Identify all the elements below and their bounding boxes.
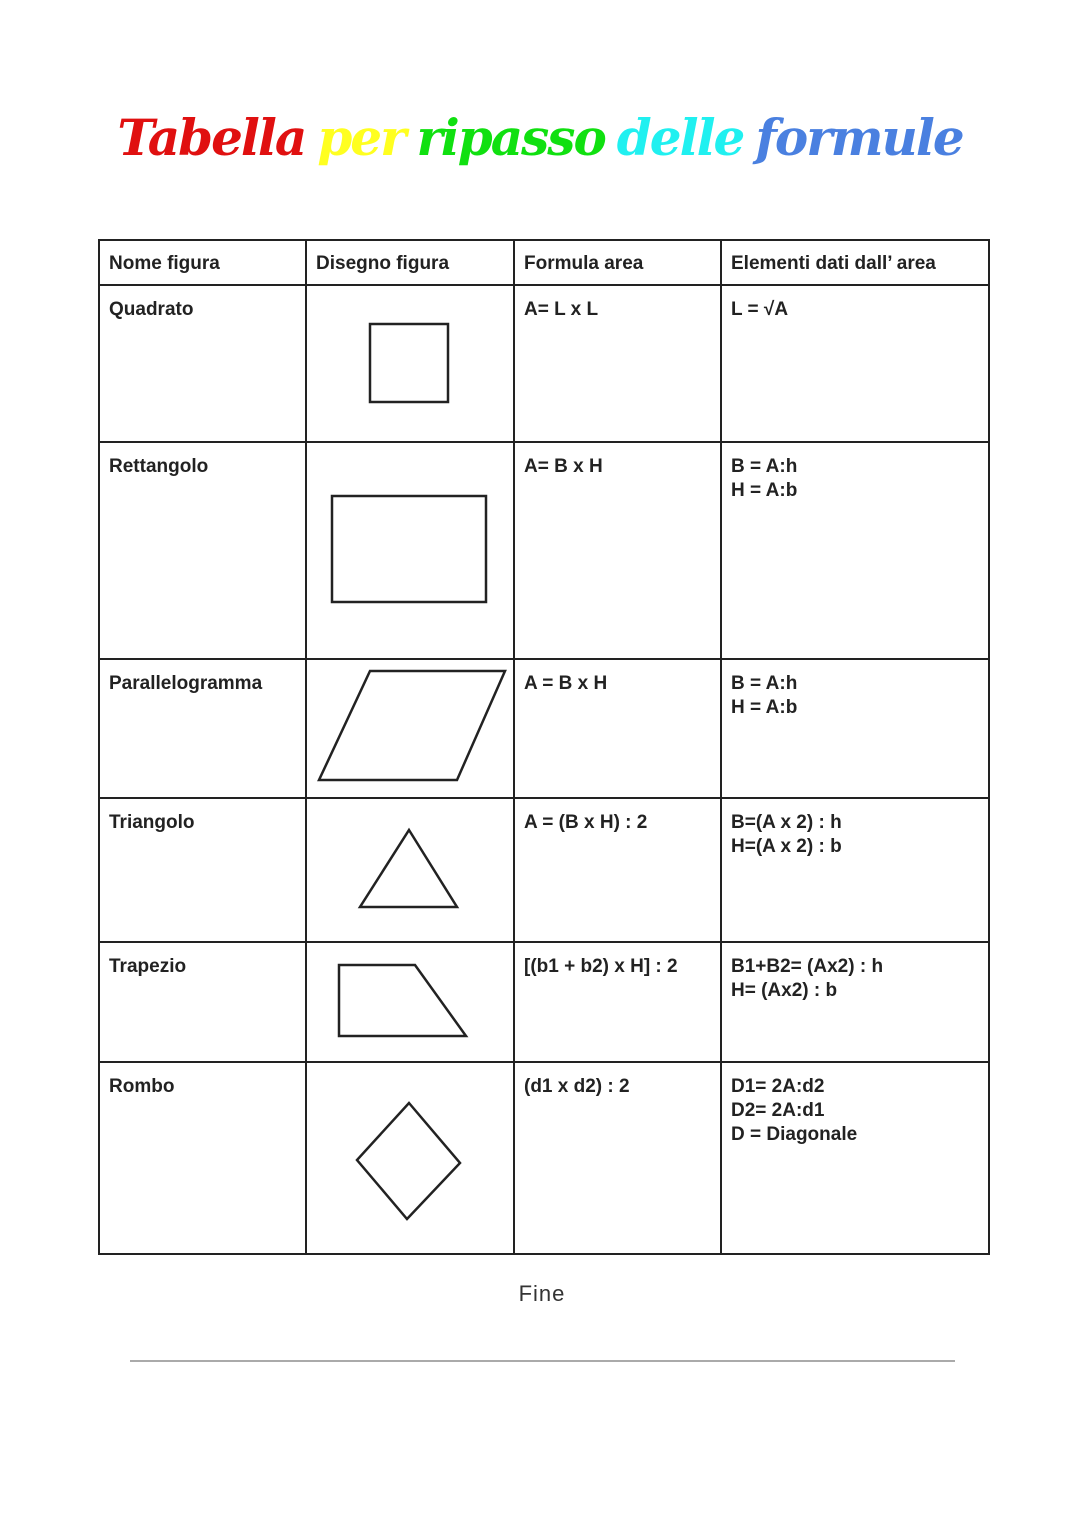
area-formula: [(b1 + b2) x H] : 2 <box>514 942 721 1062</box>
element-line: H = A:b <box>731 697 798 718</box>
area-formula: A = B x H <box>514 659 721 798</box>
element-line: D2= 2A:d1 <box>731 1100 825 1121</box>
header-cell: Disegno figura <box>306 240 514 285</box>
figure-drawing <box>306 1062 514 1254</box>
element-line: B = A:h <box>731 456 798 477</box>
table-row <box>99 659 989 798</box>
figure-name: Parallelogramma <box>99 659 306 798</box>
footer-text: Fine <box>518 1281 566 1306</box>
header-cell: Nome figura <box>99 240 306 285</box>
table-row <box>99 942 989 1062</box>
element-line: B1+B2= (Ax2) : h <box>731 956 884 977</box>
figure-name: Rettangolo <box>99 442 306 659</box>
figure-name: Triangolo <box>99 798 306 942</box>
figure-drawing <box>306 442 514 659</box>
area-formula: A= B x H <box>514 442 721 659</box>
derived-elements <box>721 798 989 942</box>
area-formula: A= L x L <box>514 285 721 442</box>
formula-table <box>98 239 990 1255</box>
area-formula: A = (B x H) : 2 <box>514 798 721 942</box>
figure-name: Rombo <box>99 1062 306 1254</box>
header-cell: Elementi dati dall’ area <box>721 240 989 285</box>
figure-drawing <box>306 285 514 442</box>
divider <box>130 1360 955 1362</box>
table-header-row <box>99 240 989 285</box>
title-word: ripasso <box>416 108 605 167</box>
derived-elements <box>721 285 989 442</box>
table-row <box>99 798 989 942</box>
title-word: per <box>317 108 405 167</box>
derived-elements <box>721 442 989 659</box>
figure-drawing <box>306 659 514 798</box>
element-line: H= (Ax2) : b <box>731 980 838 1001</box>
table-row <box>99 285 989 442</box>
title-word: delle <box>616 108 744 167</box>
title-word: formule <box>755 108 963 167</box>
figure-drawing <box>306 798 514 942</box>
element-line: B = A:h <box>731 673 798 694</box>
title-word: Tabella <box>117 108 306 167</box>
table-row <box>99 1062 989 1254</box>
figure-name: Trapezio <box>99 942 306 1062</box>
element-line: B=(A x 2) : h <box>731 812 842 833</box>
page-title <box>0 108 1080 167</box>
header-cell: Formula area <box>514 240 721 285</box>
element-line: D = Diagonale <box>731 1124 858 1145</box>
derived-elements <box>721 942 989 1062</box>
element-line: L = √A <box>731 299 789 320</box>
element-line: H=(A x 2) : b <box>731 836 842 857</box>
area-formula: (d1 x d2) : 2 <box>514 1062 721 1254</box>
table-row <box>99 442 989 659</box>
derived-elements <box>721 659 989 798</box>
element-line: D1= 2A:d2 <box>731 1076 825 1097</box>
derived-elements <box>721 1062 989 1254</box>
figure-name: Quadrato <box>99 285 306 442</box>
figure-drawing <box>306 942 514 1062</box>
element-line: H = A:b <box>731 480 798 501</box>
